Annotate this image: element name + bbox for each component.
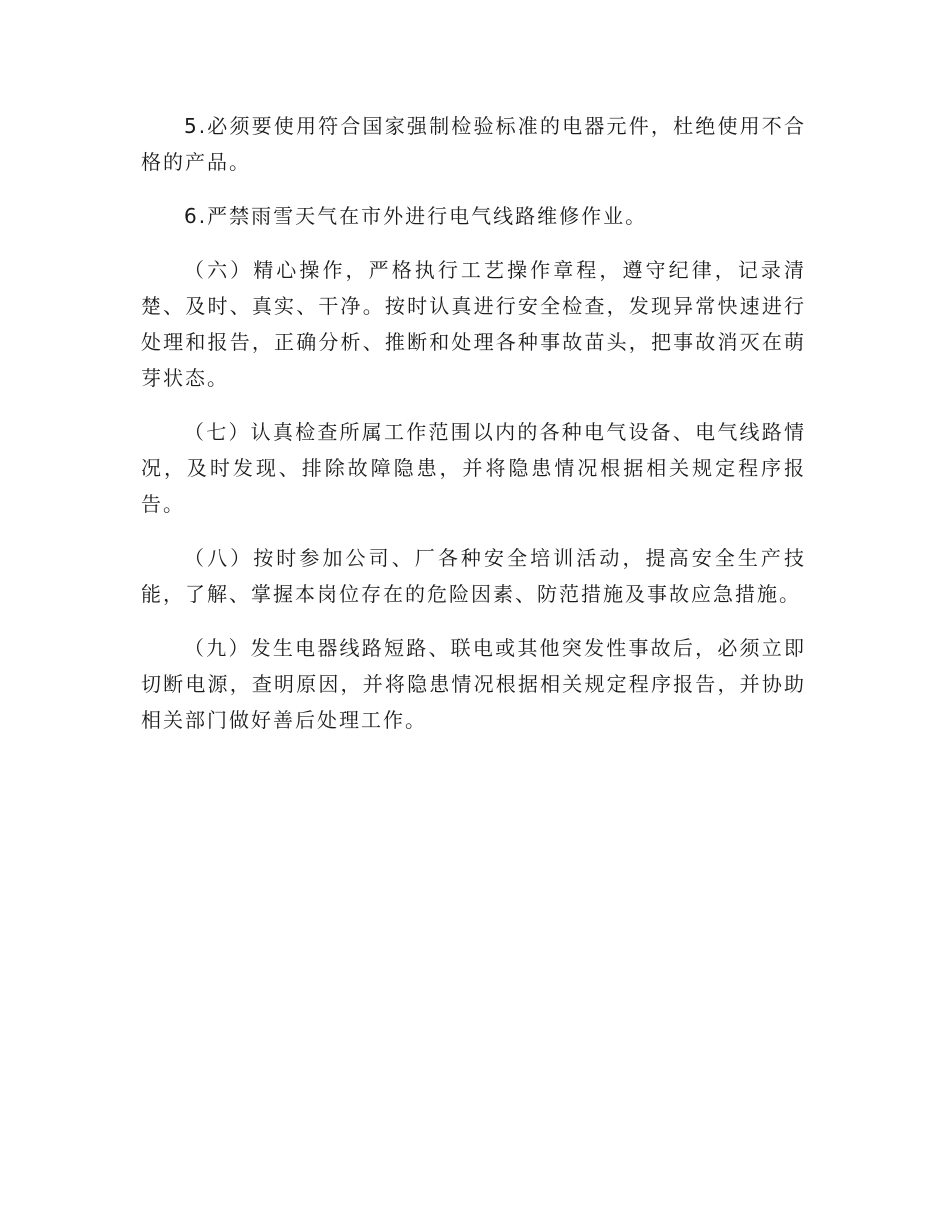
document-body	[141, 108, 806, 756]
paragraph-section-9: （九）发生电器线路短路、联电或其他突发性事故后，必须立即切断电源，查明原因，并将隐患情况根据相关规定程序报告，并协助相关部门做好善后处理工作。	[141, 636, 806, 732]
paragraph-section-8: （八）按时参加公司、厂各种安全培训活动，提高安全生产技能，了解、掌握本岗位存在的危险因素、防范措施及事故应急措施。	[141, 546, 806, 606]
paragraph-item-6: 6.严禁雨雪天气在市外进行电气线路维修作业。	[184, 204, 648, 228]
paragraph-section-7: （七）认真检查所属工作范围以内的各种电气设备、电气线路情况，及时发现、排除故障隐患，并将隐患情况根据相关规定程序报告。	[141, 420, 806, 516]
paragraph-item-5: 5.必须要使用符合国家强制检验标准的电器元件，杜绝使用不合格的产品。	[141, 114, 806, 174]
paragraph-section-6: （六）精心操作，严格执行工艺操作章程，遵守纪律，记录清楚、及时、真实、干净。按时认真进行安全检查，发现异常快速进行处理和报告，正确分析、推断和处理各种事故苗头，把事故消灭在萌芽状态。	[141, 258, 806, 390]
